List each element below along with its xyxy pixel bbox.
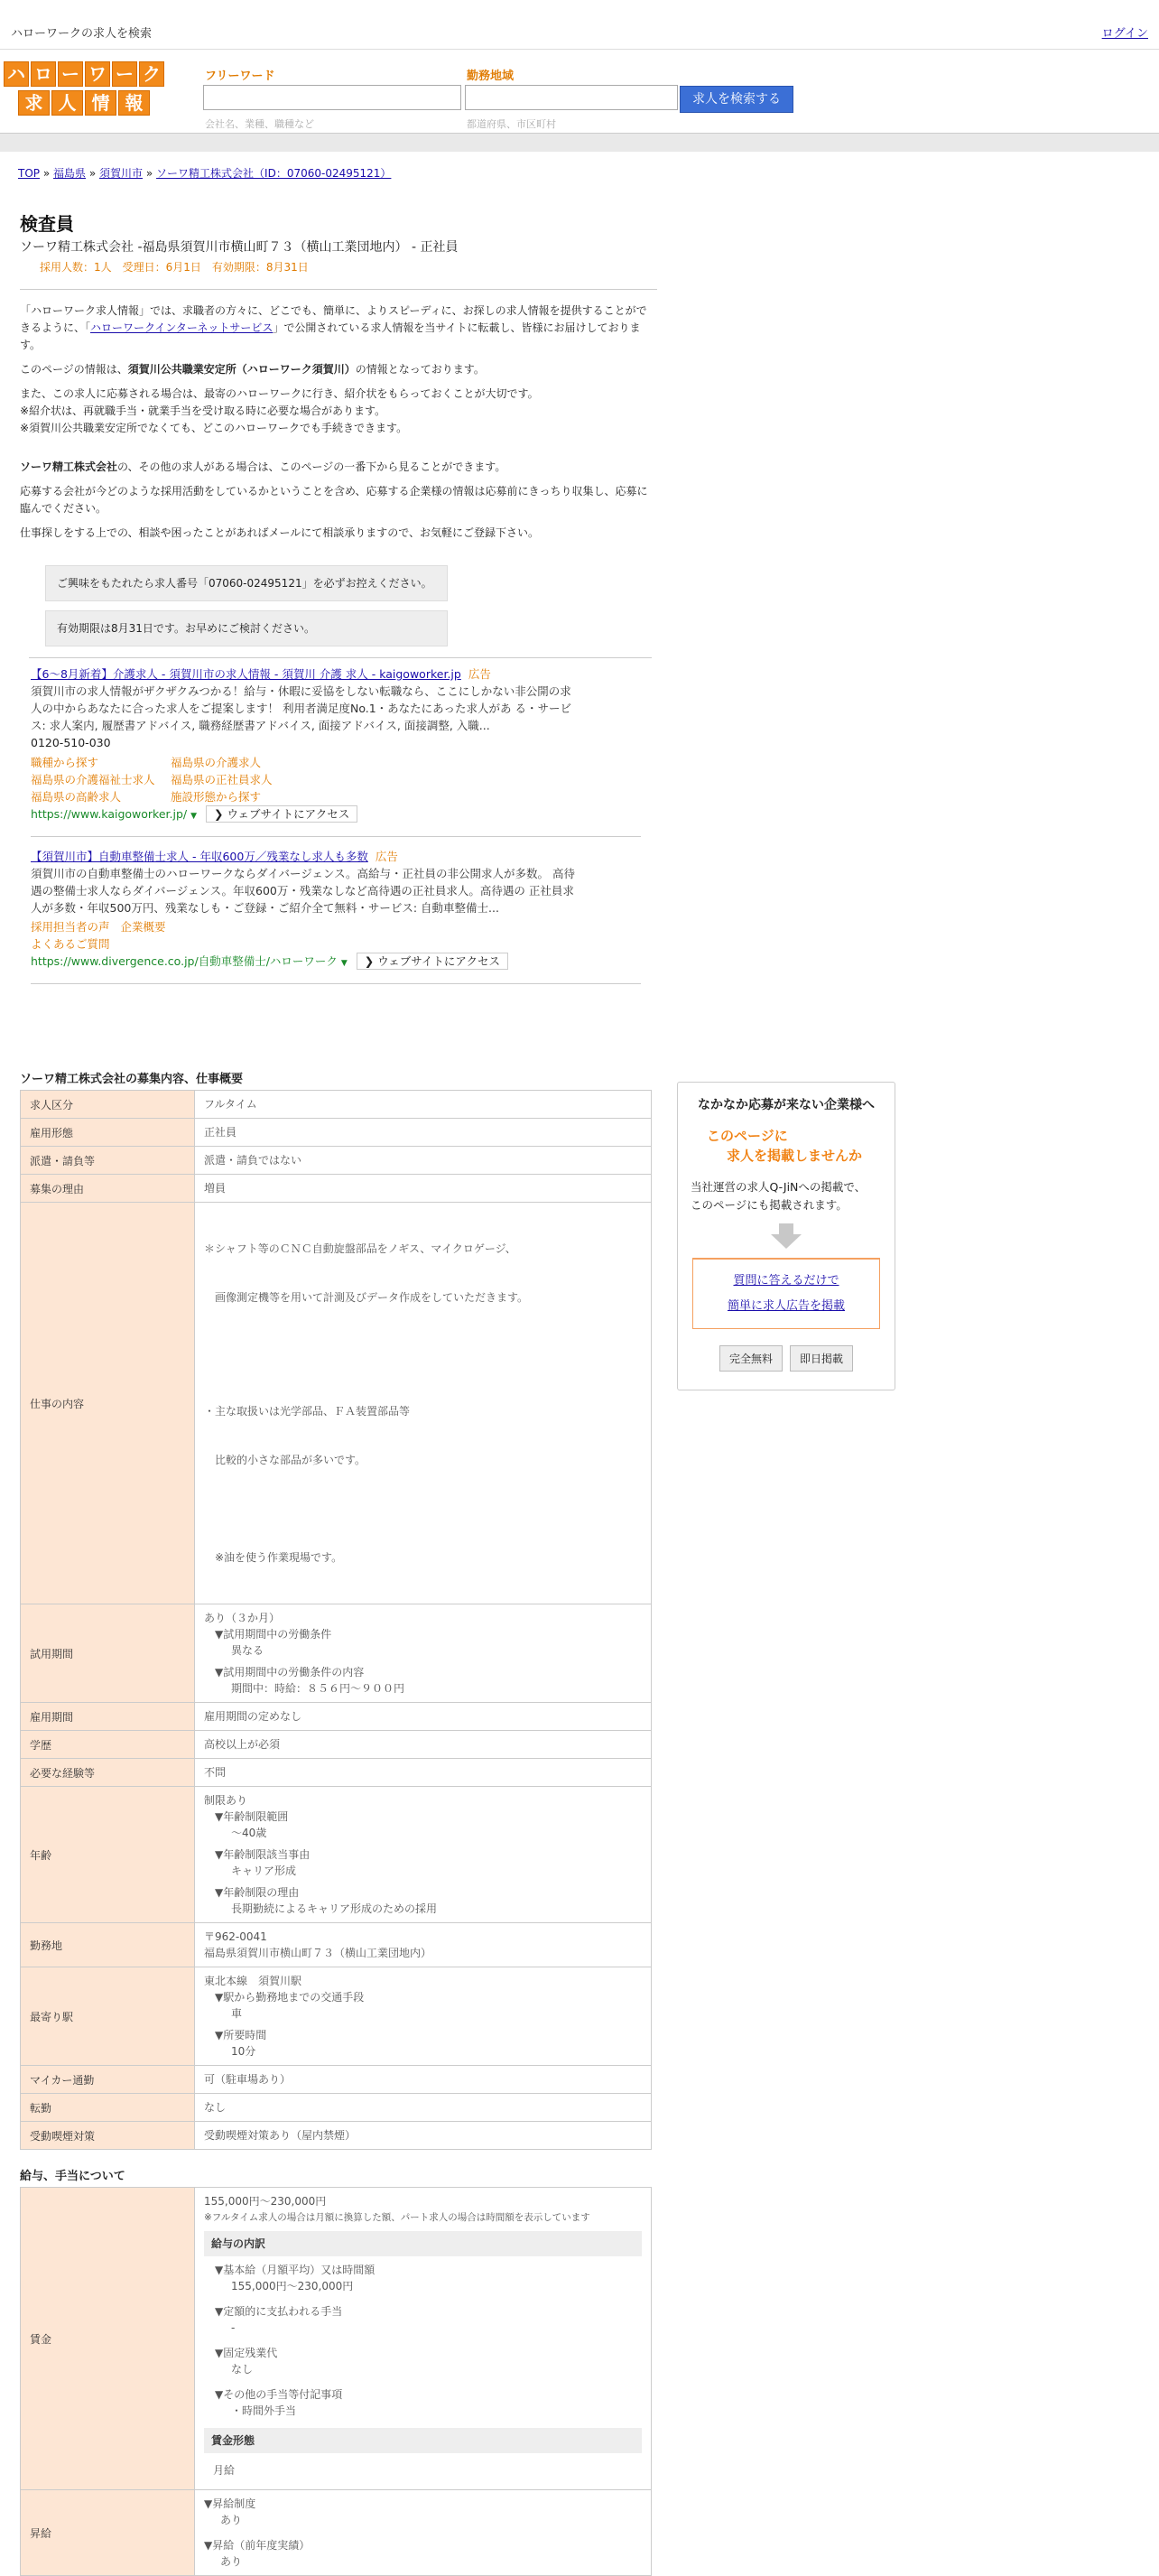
logo-char: ク: [139, 61, 164, 87]
value-line: ▼その他の手当等付記事項: [215, 2388, 343, 2401]
divider: [31, 983, 641, 984]
value-line: 車: [231, 2007, 243, 2020]
logo-char: 求: [18, 90, 50, 116]
divider: [29, 657, 652, 658]
value-line: ▼定額的に支払われる手当: [215, 2305, 343, 2318]
row-value: [195, 1787, 652, 1923]
office-paragraph: [20, 361, 657, 378]
ad-sitelink[interactable]: 福島県の介護求人: [171, 756, 262, 769]
row-label: 昇給: [21, 2490, 195, 2576]
referral-line: ※須賀川公共職業安定所でなくても、どこのハローワークでも手続きできます。: [20, 422, 408, 434]
row-value: [195, 2490, 652, 2576]
job-title: 検査員: [20, 213, 74, 235]
referral-line: ※紹介状は、再就職手当・就業手当を受け取る時に必要な場合があります。: [20, 405, 386, 417]
table-row: [21, 1604, 652, 1703]
breadcrumb-separator: »: [42, 167, 51, 180]
row-label: マイカー通勤: [21, 2066, 195, 2094]
ad-label: 広告: [468, 667, 491, 681]
chevron-right-icon: ❯: [214, 807, 227, 821]
site-logo[interactable]: [4, 61, 164, 116]
value-line: 〜40歳: [231, 1827, 267, 1839]
promo-highlight-line: 求人を掲載しませんか: [727, 1148, 863, 1164]
row-label: 勤務地: [21, 1923, 195, 1967]
value-line: ▼年齢制限該当事由: [215, 1848, 311, 1861]
address: 福島県須賀川市横山町７３（横山工業団地内）: [204, 1947, 432, 1959]
value-line: ▼所要時間: [215, 2029, 267, 2041]
login-link[interactable]: ログイン: [1101, 27, 1148, 41]
free-badge[interactable]: 完全無料: [719, 1345, 783, 1372]
value-line: あり: [220, 2514, 243, 2526]
value-line: ▼駅から勤務地までの交通手段: [215, 1991, 365, 2004]
salary-note: ※フルタイム求人の場合は月額に換算した額、パート求人の場合は時間額を表示しています: [204, 2212, 590, 2223]
breadcrumb-separator: »: [145, 167, 153, 180]
dropdown-icon[interactable]: ▼: [190, 812, 198, 821]
details-table: [20, 1090, 652, 2150]
row-label: 仕事の内容: [21, 1203, 195, 1604]
company-name: ソーワ精工株式会社: [20, 460, 118, 473]
wage-form-value: 月給: [213, 2464, 236, 2477]
breadcrumb-job[interactable]: ソーワ精工株式会社（ID：07060-02495121）: [156, 167, 392, 180]
table-row: [21, 1759, 652, 1787]
ad-sitelink[interactable]: 福島県の介護福祉士求人: [31, 773, 155, 786]
apply-advice-paragraph: 応募する会社が今どのような採用活動をしているかということを含め、応募する企業様の情報は応募前にきっちり収集し、応募に臨んでください。: [20, 485, 648, 515]
referral-line: また、この求人に応募される場合は、最寄のハローワークに行き、紹介状をもらっておくことが大切です。: [20, 387, 539, 400]
arrow-down-icon: [685, 1223, 887, 1252]
row-label: 募集の理由: [21, 1175, 195, 1203]
ad-sitelink[interactable]: 採用担当者の声: [31, 920, 110, 934]
table-row: [21, 1703, 652, 1731]
job-content-line: ・主な取扱いは光学部品、ＦＡ装置部品等: [204, 1405, 411, 1418]
breadcrumb-prefecture[interactable]: 福島県: [53, 167, 87, 180]
value-line: ▼年齢制限の理由: [215, 1886, 300, 1899]
value-line: あり（３か月）: [204, 1612, 281, 1624]
value-line: ▼昇給（前年度実績）: [204, 2539, 311, 2552]
details-title: ソーワ精工株式会社の募集内容、仕事概要: [20, 1073, 244, 1086]
row-value: 正社員: [195, 1119, 652, 1147]
breadcrumb: [18, 165, 391, 181]
row-value: 可（駐車場あり）: [195, 2066, 652, 2094]
row-label: 派遣・請負等: [21, 1147, 195, 1175]
logo-char: ワ: [85, 61, 110, 87]
top-bar: [0, 0, 1159, 50]
value-line: ▼年齢制限範囲: [215, 1810, 289, 1823]
row-label: 賃金: [21, 2188, 195, 2490]
table-row: [21, 2122, 652, 2150]
table-row: [21, 1175, 652, 1203]
ad-sitelink[interactable]: よくあるご質問: [31, 937, 110, 951]
logo-char: ー: [58, 61, 83, 87]
main-content: [20, 209, 657, 984]
value-line: 10分: [231, 2045, 256, 2058]
visit-website-label: ウェブサイトにアクセス: [227, 807, 350, 821]
row-label: 転勤: [21, 2094, 195, 2122]
value-line: ・時間外手当: [231, 2404, 297, 2417]
value-line: ▼試用期間中の労働条件: [215, 1628, 332, 1641]
visit-website-button[interactable]: [206, 805, 357, 823]
row-value: 派遣・請負ではない: [195, 1147, 652, 1175]
row-value: 高校以上が必須: [195, 1731, 652, 1759]
ad-phone[interactable]: 0120-510-030: [31, 736, 111, 749]
keyword-help: 会社名、業種、職種など: [205, 118, 314, 130]
table-row: [21, 2094, 652, 2122]
referral-paragraph: [20, 386, 657, 437]
divider-bar: [0, 133, 1159, 152]
salary-range: 155,000円〜230,000円: [204, 2195, 327, 2208]
keyword-input[interactable]: [203, 85, 461, 110]
ad-sitelink[interactable]: 施設形態から探す: [171, 790, 262, 804]
ad-label: 広告: [375, 850, 398, 863]
value-line: -: [231, 2321, 236, 2334]
company-line: ソーワ精工株式会社 -福島県須賀川市横山町７３（横山工業団地内） - 正社員: [20, 240, 459, 255]
promo-highlight-line: このページに: [707, 1128, 788, 1144]
value-line: キャリア形成: [231, 1865, 297, 1877]
logo-char: 人: [51, 90, 83, 116]
row-label: 年齢: [21, 1787, 195, 1923]
promo-badges: [685, 1345, 887, 1372]
postal-code: 〒962-0041: [204, 1930, 267, 1943]
ad-url[interactable]: https://www.kaigoworker.jp/: [31, 807, 188, 821]
ad-title-link[interactable]: 【須賀川市】自動車整備士求人 - 年収600万／残業なし求人も多数: [31, 850, 368, 863]
same-day-badge[interactable]: 即日掲載: [790, 1345, 853, 1372]
row-value: [195, 1923, 652, 1967]
table-row: [21, 1091, 652, 1119]
intro-text: 」で公開されている求人情報を当サイトに転載し、皆様にお届けしております。: [20, 321, 641, 351]
table-row: [21, 1119, 652, 1147]
salary-title: 給与、手当について: [20, 2170, 125, 2183]
area-help: 都道府県、市区町村: [467, 118, 556, 130]
expiry-notice: 有効期限は8月31日です。お早めにご検討ください。: [45, 610, 448, 646]
area-input[interactable]: [465, 85, 678, 110]
row-label: 学歴: [21, 1731, 195, 1759]
dropdown-icon[interactable]: ▼: [340, 959, 348, 968]
value-line: 異なる: [231, 1644, 264, 1657]
row-value: [195, 1967, 652, 2066]
wage-form-heading: 賃金形態: [204, 2428, 642, 2453]
promo-link-questions[interactable]: 質問に答えるだけで: [733, 1274, 839, 1288]
row-value: なし: [195, 2094, 652, 2122]
value-line: 長期勤続によるキャリア形成のための採用: [231, 1902, 438, 1915]
row-value: フルタイム: [195, 1091, 652, 1119]
promo-links-box: [692, 1258, 880, 1329]
arrow-down-icon: [771, 1223, 802, 1249]
area-label: 勤務地域: [467, 70, 515, 83]
ad-sitelink[interactable]: 企業概要: [120, 920, 166, 934]
salary-table: [20, 2187, 652, 2576]
row-value: 雇用期間の定めなし: [195, 1703, 652, 1731]
site-tagline: ハローワークの求人を検索: [11, 27, 153, 41]
logo-char: 報: [118, 90, 150, 116]
ad-block: [31, 665, 646, 825]
value-line: ▼試用期間中の労働条件の内容: [215, 1666, 365, 1679]
divider: [31, 836, 641, 837]
chevron-right-icon: ❯: [364, 954, 378, 968]
table-row: [21, 1923, 652, 1967]
job-content-line: ＊シャフト等のＣＮＣ自動旋盤部品をノギス、マイクロゲージ、: [204, 1242, 516, 1255]
value-line: あり: [220, 2555, 243, 2568]
promo-text-line: このページにも掲載されます。: [691, 1198, 848, 1212]
intro-text: 「ハローワーク求人情報」では、求職者の方々に、どこでも、簡単に、よりスピーディに、お探しの求人情報を提供することができるように、「: [20, 304, 647, 334]
ad-sitelink[interactable]: 福島県の高齢求人: [31, 790, 122, 804]
table-row: [21, 1203, 652, 1604]
breakdown-heading: 給与の内訳: [204, 2231, 642, 2256]
ad-sitelink[interactable]: 職種から探す: [31, 756, 99, 769]
row-label: 雇用形態: [21, 1119, 195, 1147]
details-section: [20, 1069, 657, 2576]
promo-link-post-ad[interactable]: 簡単に求人広告を掲載: [727, 1299, 845, 1313]
promo-text: [691, 1178, 887, 1214]
promo-sidebar: [677, 1082, 895, 1390]
logo-char: ロ: [31, 61, 56, 87]
row-value: [195, 2188, 652, 2490]
value-line: ▼固定残業代: [215, 2347, 278, 2359]
promo-heading: なかなか応募が来ない企業様へ: [698, 1098, 875, 1112]
intro-paragraph: [20, 302, 657, 354]
ad-sitelink[interactable]: 福島県の正社員求人: [171, 773, 273, 786]
table-row: [21, 1147, 652, 1175]
search-button[interactable]: 求人を検索する: [680, 86, 793, 113]
row-label: 求人区分: [21, 1091, 195, 1119]
ad-description: 須賀川市の自動車整備士のハローワークならダイバージェンス。高給与・正社員の非公開求人が多数。 高待遇の整備士求人ならダイバージェンス。年収600万・残業なしなど高待遇の正社員求人。高待遇の 正社員求人が多数・年収500万円、残業なしも・ご登録・ご紹介全て無料・サービス: 自動車整備士...: [31, 867, 575, 915]
value-line: 制限あり: [204, 1794, 248, 1807]
consult-paragraph: 仕事探しをする上での、相談や困ったことがあればメールにて相談承りますので、お気軽にご登録下さい。: [20, 526, 540, 539]
table-row: [21, 1787, 652, 1923]
visit-website-label: ウェブサイトにアクセス: [377, 954, 501, 968]
hellowork-internet-link[interactable]: ハローワークインターネットサービス: [90, 321, 274, 334]
value-line: 東北本線 須賀川駅: [204, 1975, 302, 1987]
ad-title-link[interactable]: 【6～8月新着】介護求人 - 須賀川市の求人情報 - 須賀川 介護 求人 - kaigoworker.jp: [31, 667, 461, 681]
table-row: [21, 1967, 652, 2066]
row-label: 最寄り駅: [21, 1967, 195, 2066]
office-text: の情報となっております。: [355, 363, 485, 376]
value-line: 155,000円〜230,000円: [231, 2280, 354, 2292]
table-row: [21, 2066, 652, 2094]
logo-char: ー: [112, 61, 137, 87]
row-value: 受動喫煙対策あり（屋内禁煙）: [195, 2122, 652, 2150]
promo-highlight: [685, 1126, 887, 1166]
ad-url[interactable]: https://www.divergence.co.jp/自動車整備士/ハローワーク: [31, 954, 338, 968]
ad-block: [31, 848, 646, 972]
row-value: 増員: [195, 1175, 652, 1203]
value-line: ▼基本給（月額平均）又は時間額: [215, 2264, 376, 2276]
logo-char: 情: [85, 90, 116, 116]
job-content-line: 比較的小さな部品が多いです。: [204, 1454, 366, 1466]
visit-website-button[interactable]: [357, 953, 508, 970]
ad-description: 須賀川市の求人情報がザクザクみつかる！給与・休暇に妥協をしない転職なら、ここにしかない非公開の求人の中からあなたに合った求人をご提案します！ 利用者満足度No.1・あなたにあった求人があ る・サービス: 求人案内, 履歴書アドバイス, 職務経歴書アドバイス, 面接アドバイス, 面接調整, 入職...: [31, 684, 572, 732]
row-label: 受動喫煙対策: [21, 2122, 195, 2150]
job-content-line: ※油を使う作業現場です。: [204, 1551, 343, 1564]
promo-text-line: 当社運営の求人Q-JiNへの掲載で、: [691, 1180, 867, 1194]
keyword-label: フリーワード: [205, 70, 275, 83]
divider: [20, 289, 657, 290]
other-jobs-paragraph: [20, 459, 657, 476]
table-row: [21, 2490, 652, 2576]
row-label: 必要な経験等: [21, 1759, 195, 1787]
row-label: 試用期間: [21, 1604, 195, 1703]
row-value: [195, 1203, 652, 1604]
breadcrumb-separator: »: [88, 167, 97, 180]
job-number-notice: ご興味をもたれたら求人番号「07060-02495121」を必ずお控えください。: [45, 565, 448, 601]
job-meta: 採用人数：1人 受理日：6月1日 有効期限：8月31日: [40, 261, 309, 274]
value-line: 期間中：時給：８５６円～９００円: [231, 1682, 405, 1695]
other-jobs-text: の、その他の求人がある場合は、このページの一番下から見ることができます。: [117, 460, 506, 473]
row-value: 不問: [195, 1759, 652, 1787]
office-name: 須賀川公共職業安定所（ハローワーク須賀川）: [127, 363, 356, 376]
row-value: [195, 1604, 652, 1703]
row-label: 雇用期間: [21, 1703, 195, 1731]
office-text: このページの情報は、: [20, 363, 128, 376]
ad-sitelinks: [31, 754, 646, 805]
value-line: なし: [231, 2363, 254, 2376]
table-row: [21, 2188, 652, 2490]
ad-sitelinks: [31, 918, 646, 953]
breadcrumb-top[interactable]: TOP: [18, 167, 41, 180]
table-row: [21, 1731, 652, 1759]
breadcrumb-city[interactable]: 須賀川市: [99, 167, 144, 180]
logo-char: ハ: [4, 61, 29, 87]
value-line: ▼昇給制度: [204, 2497, 256, 2510]
job-content-line: 画像測定機等を用いて計測及びデータ作成をしていただきます。: [204, 1291, 529, 1304]
